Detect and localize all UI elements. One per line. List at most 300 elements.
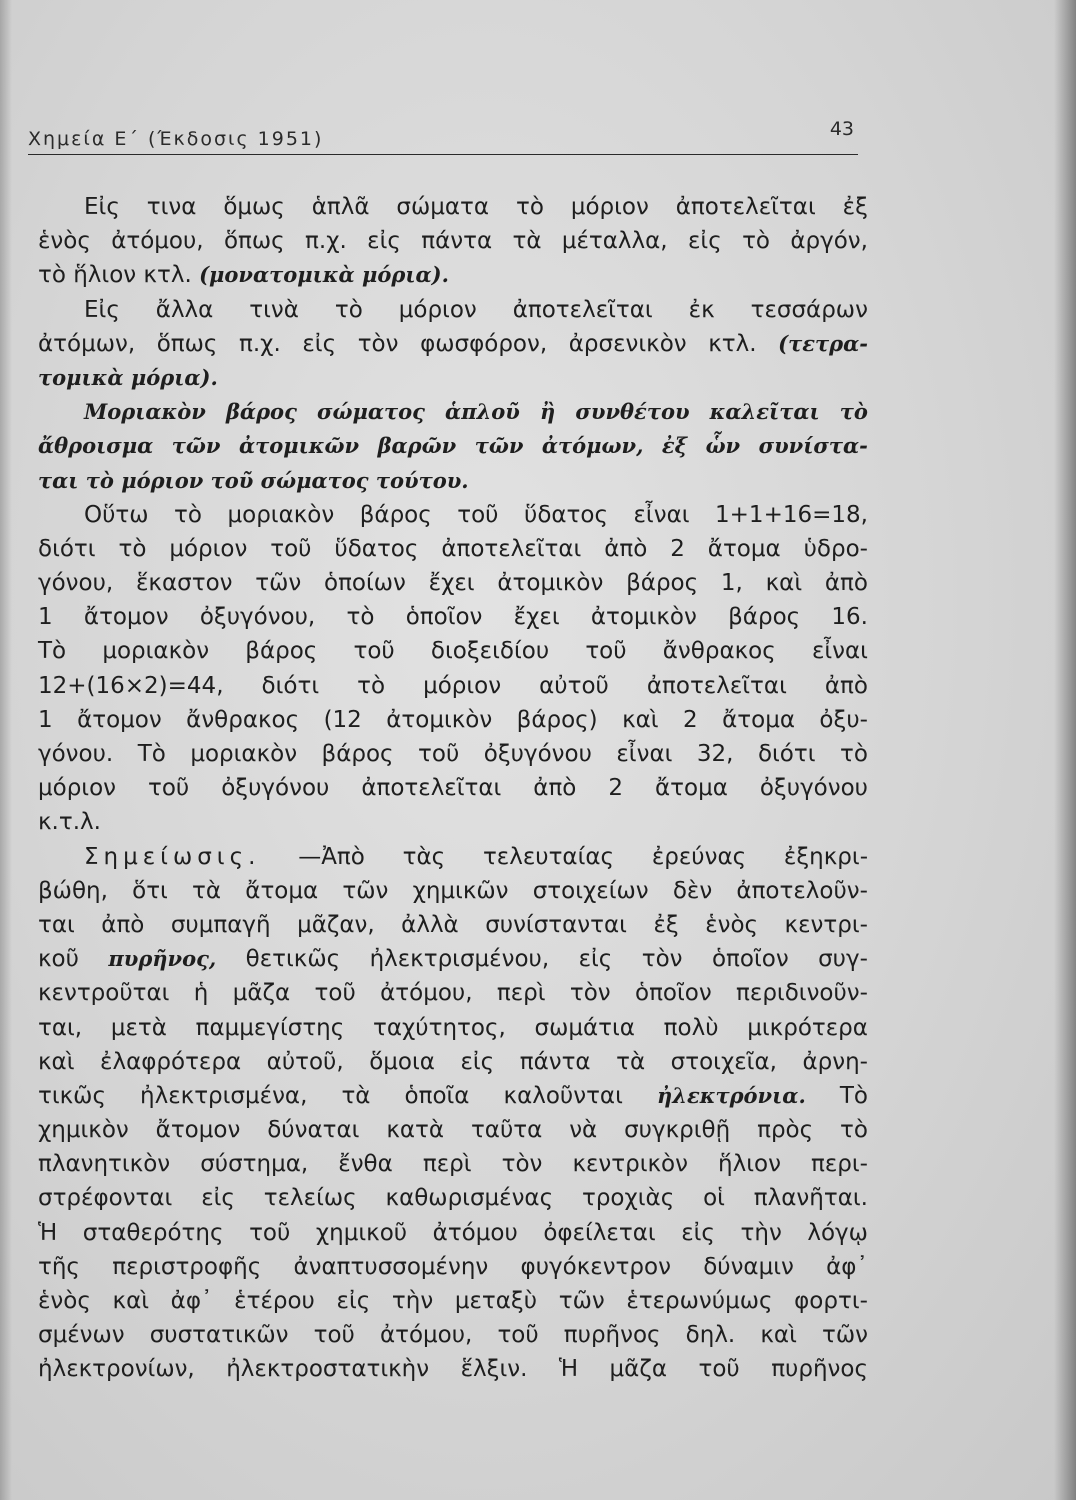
emphasis-text-word: βάρος xyxy=(225,399,297,425)
text-segment-word: ἀπὸ xyxy=(533,775,577,802)
text-segment-word: ἠλεκτρισμένου, xyxy=(369,946,550,973)
text-segment-word: ἀτόμου, xyxy=(380,980,473,1007)
text-segment-word: βάρος xyxy=(626,570,699,597)
page-number: 43 xyxy=(829,118,854,140)
body-text xyxy=(38,190,868,1387)
text-segment-word: τοῦ xyxy=(497,1322,539,1349)
text-segment-word: ὁποῖον xyxy=(405,604,483,631)
text-segment-word: ἑτέρου xyxy=(234,1288,315,1314)
text-segment-word: Τὸ xyxy=(137,741,166,767)
text-segment-word: φυγόκεντρον xyxy=(520,1253,671,1280)
text-segment-word: ταχύτητος, xyxy=(373,1014,506,1041)
text-segment-word: ταῦτα xyxy=(470,1117,543,1144)
text-segment-word: περιστροφῆς xyxy=(112,1253,262,1280)
text-segment-word: ἔχει xyxy=(428,570,475,597)
text-segment-word: 1 xyxy=(38,604,53,631)
text-line xyxy=(38,190,868,224)
emphasis-text-word: ἠλεκτρόνια. xyxy=(656,1082,806,1108)
text-segment-word: ἀπὸ xyxy=(824,570,868,597)
text-line xyxy=(38,1250,868,1284)
text-segment-word: νὰ xyxy=(569,1117,598,1144)
text-segment-word: ἀρνη- xyxy=(802,1048,868,1075)
text-segment-word: (12 xyxy=(323,706,362,733)
text-segment-word: διότι xyxy=(757,741,816,767)
text-segment-word: ἐκ xyxy=(688,296,715,323)
text-segment-word: λόγῳ xyxy=(807,1219,868,1246)
text-segment-word: βάρος xyxy=(245,638,318,665)
text-segment-word: τὸν xyxy=(569,980,611,1007)
text-segment-word: ὁποῖα xyxy=(404,1082,470,1109)
text-segment-word: συγκριθῇ xyxy=(624,1117,731,1144)
text-segment-word: καὶ xyxy=(760,1322,797,1349)
text-line xyxy=(38,1284,868,1318)
text-segment-word: τὸ xyxy=(515,194,544,220)
text-segment-word: ἑτερωνύμως xyxy=(626,1288,773,1314)
text-segment-word: αὐτοῦ, xyxy=(266,1048,344,1075)
text-segment-word: Τὸ xyxy=(839,1082,868,1109)
text-segment-word: ἀτόμου xyxy=(432,1219,518,1246)
text-line xyxy=(38,908,868,942)
text-segment-word: δὲν xyxy=(672,877,713,904)
text-segment-word: ται, xyxy=(38,1014,83,1041)
text-segment-word: συστατικῶν xyxy=(149,1322,289,1349)
text-segment-word: τὸ xyxy=(840,1117,868,1144)
text-segment-word: κατὰ xyxy=(386,1117,445,1144)
text-segment-word: ὕδατος xyxy=(524,501,608,528)
text-segment-word: περὶ xyxy=(422,1151,472,1178)
text-segment-word: τὸ xyxy=(357,672,386,699)
text-segment-word: κεντρι- xyxy=(784,911,868,938)
text-segment-word: ἀπὸ xyxy=(824,672,868,699)
text-line xyxy=(38,874,868,908)
text-segment-word: τὸ xyxy=(839,741,868,767)
text-segment-word: βάρος xyxy=(321,741,394,767)
text-line xyxy=(38,224,868,258)
text-segment-word: χημικῶν xyxy=(412,877,509,904)
emphasis-text-word: ὧν xyxy=(705,433,741,459)
text-segment-word: ἠλεκτρονίων, xyxy=(38,1356,195,1383)
text-line xyxy=(38,703,868,737)
text-line xyxy=(38,1352,868,1386)
text-segment-word: ἡ xyxy=(193,980,209,1007)
text-segment-word: ὀφείλεται xyxy=(543,1219,656,1246)
text-segment-word: ὀξυγόνου xyxy=(759,775,868,802)
emphasis-text-word: πυρῆνος, xyxy=(108,946,217,972)
text-segment-word: τῶν xyxy=(255,570,302,597)
text-segment-word: ἀρσενικὸν xyxy=(568,330,687,357)
text-line xyxy=(38,327,868,361)
text-segment-word: εἰς xyxy=(460,1048,495,1075)
text-line xyxy=(38,1113,868,1147)
text-segment-word: ἀφ᾽ xyxy=(826,1253,868,1280)
text-segment-word: τοῦ xyxy=(270,535,312,562)
text-line xyxy=(38,395,868,429)
text-segment-word: βάρος xyxy=(728,604,801,631)
text-segment-word: ἀποτελεῖται xyxy=(361,775,502,802)
text-segment-word: ἐξ xyxy=(653,911,679,938)
text-segment-word: τοῦ xyxy=(353,638,395,665)
text-segment-word: μόριον xyxy=(423,672,502,699)
text-segment-word: εἶναι xyxy=(616,741,673,767)
text-segment-word: τὸ xyxy=(742,228,770,255)
text-segment-word: ἠλεκτρισμένα, xyxy=(140,1082,308,1109)
text-line xyxy=(38,1045,868,1079)
text-segment-word: ὁποίων xyxy=(324,570,406,597)
text-segment-word: περὶ xyxy=(496,980,546,1007)
text-segment-word: ἑνὸς xyxy=(38,1288,91,1314)
text-line xyxy=(38,429,868,463)
text-segment-word: ἄτομα xyxy=(655,775,728,802)
text-segment-word: ἐξ xyxy=(842,194,868,220)
text-segment-word: 2 xyxy=(683,706,698,733)
text-segment-word: διότι xyxy=(38,535,96,562)
text-segment: κ.τ.λ. xyxy=(38,809,101,836)
text-segment-word: Οὕτω xyxy=(84,501,149,528)
text-segment-word: Τὸ xyxy=(38,638,67,665)
text-segment-word: ἁπλᾶ xyxy=(311,194,370,220)
text-segment-word: αὐτοῦ xyxy=(539,672,609,699)
emphasis-text-word: τῶν xyxy=(171,433,221,459)
text-segment-word: δύναμιν xyxy=(703,1253,794,1280)
text-segment-word: πολὺ xyxy=(663,1014,719,1041)
text-segment-word: ὕδατος xyxy=(334,535,419,562)
text-segment-word: τὸ xyxy=(174,501,202,528)
text-segment-word: τοῦ xyxy=(418,741,460,767)
text-segment-word: μεταξὺ xyxy=(454,1288,538,1314)
text-segment-word: ὅμως xyxy=(223,194,285,220)
text-segment-word: τῶν xyxy=(342,877,389,904)
text-segment-word: τοῦ xyxy=(148,775,190,802)
emphasis-text-word: συνθέτου xyxy=(575,399,690,425)
text-segment-word: κτλ. xyxy=(708,330,757,357)
text-segment-word: πάντα xyxy=(519,1048,591,1075)
text-segment-word: εἰς xyxy=(336,1288,371,1314)
text-line xyxy=(38,293,868,327)
text-line xyxy=(38,737,868,771)
text-segment-word: μετὰ xyxy=(110,1014,167,1041)
text-segment-word: φορτι- xyxy=(794,1288,868,1314)
text-segment-word: στοιχεῖα, xyxy=(670,1048,777,1075)
text-segment-word: καὶ xyxy=(765,570,803,597)
emphasis-text-word: σώματος xyxy=(316,399,425,425)
text-segment-word: τελευταίας xyxy=(482,843,615,870)
text-segment-word: τῆς xyxy=(38,1253,80,1280)
text-line xyxy=(38,942,868,976)
text-segment-word: ἀλλὰ xyxy=(401,911,459,938)
running-head: Χημεία Ε΄ (Έκδοσις 1951) xyxy=(28,128,324,150)
text-line xyxy=(38,1147,868,1181)
text-segment-word: καὶ xyxy=(622,706,659,733)
text-line xyxy=(38,1216,868,1250)
text-segment-word: καλοῦνται xyxy=(503,1082,623,1109)
emphasis-text-word: καλεῖται xyxy=(709,399,820,425)
text-segment-word: στρέφονται xyxy=(38,1185,173,1212)
text-line xyxy=(38,1079,868,1113)
emphasis-text-word: ἁπλοῦ xyxy=(445,399,520,425)
text-segment-word: κοῦ xyxy=(38,946,79,973)
text-segment-word: ἀτόμου, xyxy=(111,228,204,255)
text-segment-word: ὀξυγόνου xyxy=(221,775,330,802)
text-segment-word: ἀποτελεῖται xyxy=(441,535,582,562)
text-segment-word: π.χ. xyxy=(305,228,347,255)
text-segment-word: πυρῆνος xyxy=(771,1356,868,1383)
text-segment-word: Εἰς xyxy=(84,194,120,220)
text-segment-word: τὸν xyxy=(641,946,683,973)
text-segment-word: ἄτομον xyxy=(155,1117,241,1144)
text-segment-word: τὰ xyxy=(341,1082,371,1109)
text-segment-word: μᾶζα xyxy=(609,1356,668,1383)
emphasis-text-word: ἄθροισμα xyxy=(38,433,154,459)
text-segment-word: βώθη, xyxy=(38,877,108,904)
text-segment-word: Εἰς xyxy=(84,296,120,323)
text-segment-word: εἰς xyxy=(302,330,337,357)
text-segment-word: πρὸς xyxy=(757,1117,814,1144)
text-segment-word: —Ἀπὸ xyxy=(298,843,365,870)
text-segment-word: ἄτομον xyxy=(83,604,169,631)
text-line xyxy=(38,771,868,805)
text-segment-word: πλανῆται. xyxy=(753,1185,868,1212)
text-segment-word: 16. xyxy=(831,604,868,631)
text-segment-word: εἶναι xyxy=(633,501,690,528)
text-segment-word: ὅτι xyxy=(132,877,168,904)
text-segment-word: 2 xyxy=(670,535,685,562)
text-segment-word: ἀποτελεῖται xyxy=(512,296,653,323)
text-segment-word: μοριακὸν xyxy=(102,638,210,665)
text-segment-word: σταθερότης xyxy=(82,1219,224,1246)
text-segment-word: μέταλλα, xyxy=(561,228,668,255)
text-line xyxy=(38,1181,868,1215)
emphasis-text-word: ἀτόμων, xyxy=(541,433,644,459)
text-segment-word: βάρος xyxy=(359,501,432,528)
text-segment-word: ὅπως xyxy=(223,228,285,255)
text-segment-word: ὀξυ- xyxy=(819,706,868,733)
text-segment-word: μᾶζα xyxy=(232,980,291,1007)
text-segment-word: ἔχει xyxy=(513,604,560,631)
text-segment-word: ἀποτελεῖται xyxy=(675,194,816,220)
text-segment-word: τοῦ xyxy=(698,1356,740,1383)
text-segment-word: εἰς xyxy=(687,228,722,255)
text-segment-word: καὶ xyxy=(38,1048,75,1075)
text-segment-word: ἀτόμων, xyxy=(38,330,136,357)
text-segment-word: ἀφ᾽ xyxy=(170,1288,213,1314)
text-segment-word: τὰ xyxy=(512,228,542,255)
text-segment-word: ἀτομικὸν xyxy=(386,706,493,733)
text-segment-word: δηλ. xyxy=(685,1322,736,1349)
text-segment-word: ὅπως xyxy=(156,330,218,357)
text-segment-word: τὸ xyxy=(118,535,147,562)
text-segment-word: περιδινοῦν- xyxy=(736,980,868,1007)
text-segment-word: πυρῆνος xyxy=(563,1322,661,1349)
text-segment-word: τελείως xyxy=(263,1185,357,1212)
text-segment-word: τὰ xyxy=(616,1048,646,1075)
emphasis-text-word: (τετρα- xyxy=(778,330,868,356)
text-segment-word: 2 xyxy=(608,775,624,802)
text-segment-word: 12+(16×2)=44, xyxy=(38,672,224,699)
emphasis-text: ται τὸ μόριον τοῦ σώματος τούτου. xyxy=(38,467,469,493)
text-segment-word: ἑνὸς xyxy=(38,228,91,255)
text-line xyxy=(38,361,868,395)
text-segment-word: τὴν xyxy=(740,1219,782,1246)
text-segment-word: τὸν xyxy=(501,1151,543,1178)
text-segment-word: ἄτομα xyxy=(722,706,795,733)
text-line xyxy=(38,840,868,874)
text-segment-word: διότι xyxy=(261,672,320,699)
text-segment-word: 1, xyxy=(720,570,743,597)
emphasis-text-word: τὸ xyxy=(839,399,868,425)
text-segment-word: εἶναι xyxy=(811,638,868,665)
text-segment-word: τοῦ xyxy=(457,501,499,528)
text-segment-word: 1 xyxy=(38,706,53,733)
text-segment-word: συγ- xyxy=(818,946,868,973)
text-segment-word: μόριον xyxy=(570,194,649,220)
text-segment-word: στοιχείων xyxy=(532,877,649,904)
text-segment-word: τοῦ xyxy=(314,980,356,1007)
text-segment-word: ὁποῖον xyxy=(635,980,712,1007)
text-segment-word: τεσσάρων xyxy=(750,296,868,323)
text-segment-word: ἄλλα xyxy=(155,296,214,323)
text-segment-word: φωσφόρον, xyxy=(420,330,548,357)
text-segment-word: εἰς xyxy=(578,946,613,973)
text-line xyxy=(38,669,868,703)
text-segment-word: γόνου. xyxy=(38,741,114,767)
text-line xyxy=(38,532,868,566)
text-segment-word: τινα xyxy=(146,194,197,220)
text-segment-word: τροχιὰς xyxy=(581,1185,675,1212)
text-segment-word: συνίστανται xyxy=(485,911,627,938)
emphasis-text-word: ἢ xyxy=(540,399,556,425)
text-segment-word: συμπαγῆ xyxy=(170,911,271,938)
emphasis-text-word: τῶν xyxy=(474,433,524,459)
text-segment-word: ἀποτελοῦν- xyxy=(736,877,868,904)
text-segment-word: ἕλξιν. xyxy=(460,1356,528,1383)
text-line xyxy=(38,464,868,498)
text-segment-word: τῶν xyxy=(821,1322,868,1349)
text-segment-word: ἑνὸς xyxy=(705,911,759,938)
text-segment-word: Ἡ xyxy=(558,1356,579,1383)
text-segment-word: τὴν xyxy=(391,1288,434,1314)
text-line xyxy=(38,600,868,634)
text-line xyxy=(38,634,868,668)
text-segment-word: τὸ xyxy=(334,296,363,323)
text-segment-word: ἀναπτυσσομένην xyxy=(293,1253,489,1280)
text-segment-word: ἐλαφρότερα xyxy=(100,1048,242,1075)
text-segment-word: χημικοῦ xyxy=(315,1219,408,1246)
emphasis-text: τομικὰ μόρια). xyxy=(38,364,218,390)
text-segment-word: ὀξυγόνου, xyxy=(199,604,316,631)
text-line xyxy=(38,566,868,600)
text-segment-word: κεντρικὸν xyxy=(572,1151,688,1178)
text-segment-word: σμένων xyxy=(38,1322,125,1349)
text-line xyxy=(38,258,868,292)
text-line xyxy=(38,976,868,1010)
page-edge-shadow-right xyxy=(1054,0,1076,1500)
text-segment-word: εἰς xyxy=(681,1219,715,1246)
text-segment: τὸ ἥλιον κτλ. xyxy=(38,262,200,289)
text-segment-word: τὸ xyxy=(346,604,375,631)
text-segment-word: ἀπὸ xyxy=(604,535,648,562)
text-segment-word: π.χ. xyxy=(239,330,281,357)
text-segment-word: ἐξηκρι- xyxy=(783,843,868,870)
text-segment-word: μόριον xyxy=(398,296,477,323)
text-segment-word: ἄνθρακος xyxy=(662,638,776,665)
text-line xyxy=(38,805,868,839)
text-line xyxy=(38,1318,868,1352)
text-segment-word: ἄνθρακος xyxy=(186,706,300,733)
text-segment-word: Ἡ xyxy=(38,1219,58,1246)
emphasis-text-word: Μοριακὸν xyxy=(84,399,206,425)
text-segment-word: θετικῶς xyxy=(245,946,341,973)
text-segment-word: ἔνθα xyxy=(338,1151,393,1178)
text-segment-word: ἀτομικὸν xyxy=(590,604,697,631)
text-segment-word: ἄτομον xyxy=(77,706,162,733)
text-segment-word: πάντα xyxy=(421,228,493,255)
text-segment-word: μοριακὸν xyxy=(190,741,298,767)
emphasis-text-word: συνίστα- xyxy=(758,433,868,459)
note-label-word: Σημείωσις. xyxy=(84,843,261,870)
text-segment-word: καὶ xyxy=(112,1288,150,1314)
text-segment-word: ἕκαστον xyxy=(136,570,233,597)
text-segment-word: ἀτομικὸν xyxy=(497,570,604,597)
text-segment-word: δύναται xyxy=(267,1117,360,1144)
text-segment-word: σωμάτια xyxy=(534,1014,635,1041)
text-segment-word: μόριον xyxy=(169,535,248,562)
text-segment-word: τινὰ xyxy=(249,296,299,323)
text-segment-word: κεντροῦται xyxy=(38,980,170,1007)
text-segment-word: σύστημα, xyxy=(200,1151,309,1178)
text-segment-word: εἰς xyxy=(367,228,401,255)
text-segment-word: γόνου, xyxy=(38,570,114,597)
page-edge-shadow-left xyxy=(0,0,12,1500)
text-segment-word: τοῦ xyxy=(585,638,627,665)
text-segment-word: ὁποῖον xyxy=(711,946,789,973)
text-segment-word: μᾶζαν, xyxy=(297,911,375,938)
text-segment-word: ἄτομα xyxy=(245,877,319,904)
text-segment-word: βάρος) xyxy=(516,706,598,733)
text-segment-word: τὰς xyxy=(402,843,446,870)
text-segment-word: περι- xyxy=(811,1151,868,1178)
text-segment-word: τικῶς xyxy=(38,1082,106,1109)
text-segment-word: ται xyxy=(38,911,75,938)
text-segment-word: ὑδρο- xyxy=(803,535,868,562)
text-segment-word: χημικὸν xyxy=(38,1117,129,1144)
text-segment-word: ἀργόν, xyxy=(790,228,868,255)
text-segment-word: τὸν xyxy=(357,330,399,357)
text-segment-word: μοριακὸν xyxy=(227,501,335,528)
text-segment-word: μικρότερα xyxy=(747,1014,868,1041)
text-segment-word: ἠλεκτροστατικὴν xyxy=(226,1356,430,1383)
text-segment-word: ἐρεύνας xyxy=(651,843,747,870)
text-segment-word: ἀποτελεῖται xyxy=(646,672,787,699)
emphasis-text-word: βαρῶν xyxy=(377,433,457,459)
text-line xyxy=(38,1011,868,1045)
text-segment-word: 1+1+16=18, xyxy=(715,501,868,528)
text-segment-word: εἰς xyxy=(201,1185,235,1212)
text-segment-word: τοῦ xyxy=(249,1219,291,1246)
emphasis-text: (μονατομικὰ μόρια). xyxy=(199,262,449,288)
text-segment-word: ἄτομα xyxy=(707,535,781,562)
text-segment-word: 32, xyxy=(696,741,734,767)
emphasis-text-word: ἐξ xyxy=(661,433,688,459)
text-segment-word: ἀπὸ xyxy=(101,911,145,938)
text-segment-word: τοῦ xyxy=(313,1322,355,1349)
text-segment-word: σώματα xyxy=(396,194,490,220)
text-segment-word: οἱ xyxy=(703,1185,725,1212)
text-segment-word: μόριον xyxy=(38,775,117,802)
emphasis-text-word: ἀτομικῶν xyxy=(238,433,360,459)
text-segment-word: πλανητικὸν xyxy=(38,1151,171,1178)
text-segment-word: παμμεγίστης xyxy=(195,1014,345,1041)
text-segment-word: καθωρισμένας xyxy=(385,1185,554,1212)
